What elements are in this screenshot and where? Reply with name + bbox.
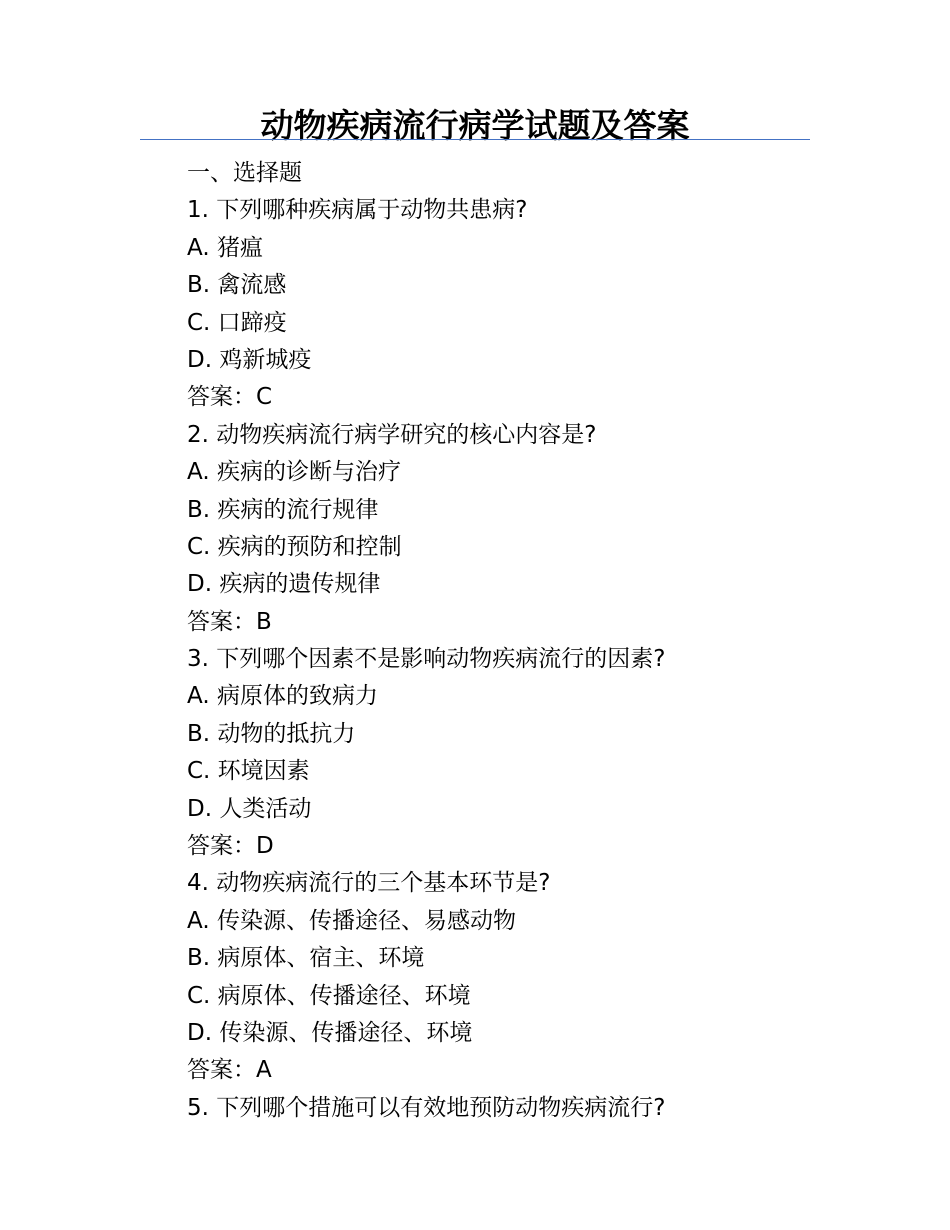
question-1-option-a: A. 猪瘟: [187, 234, 263, 261]
question-4-option-b: B. 病原体、宿主、环境: [187, 945, 425, 972]
question-3-answer: 答案：D: [187, 833, 274, 860]
section-heading: 一、选择题: [187, 160, 302, 186]
question-1-option-c: C. 口蹄疫: [187, 309, 287, 336]
question-2-option-a: A. 疾病的诊断与治疗: [187, 459, 401, 486]
question-1-option-d: D. 鸡新城疫: [187, 346, 312, 373]
question-3-option-a: A. 病原体的致病力: [187, 683, 378, 710]
document-title: 动物疾病流行病学试题及答案: [260, 106, 690, 145]
question-2-option-d: D. 疾病的遗传规律: [187, 571, 381, 598]
question-2-option-b: B. 疾病的流行规律: [187, 496, 379, 523]
question-4-answer: 答案：A: [187, 1057, 272, 1084]
question-3-option-b: B. 动物的抵抗力: [187, 720, 356, 747]
question-3-option-c: C. 环境因素: [187, 758, 310, 785]
question-3-option-d: D. 人类活动: [187, 795, 312, 822]
question-4-option-c: C. 病原体、传播途径、环境: [187, 982, 471, 1009]
title-underline: [140, 139, 810, 140]
question-1-answer: 答案：C: [187, 384, 273, 411]
question-4: 4. 动物疾病流行的三个基本环节是?: [187, 870, 551, 897]
question-4-option-d: D. 传染源、传播途径、环境: [187, 1019, 473, 1046]
question-2-option-c: C. 疾病的预防和控制: [187, 533, 402, 560]
question-1-option-b: B. 禽流感: [187, 272, 287, 299]
question-2-answer: 答案：B: [187, 608, 272, 635]
question-4-option-a: A. 传染源、传播途径、易感动物: [187, 907, 516, 934]
question-1: 1. 下列哪种疾病属于动物共患病?: [187, 197, 528, 224]
document-body: [187, 155, 807, 1127]
question-3: 3. 下列哪个因素不是影响动物疾病流行的因素?: [187, 646, 666, 673]
question-2: 2. 动物疾病流行病学研究的核心内容是?: [187, 421, 597, 448]
question-5: 5. 下列哪个措施可以有效地预防动物疾病流行?: [187, 1094, 666, 1121]
